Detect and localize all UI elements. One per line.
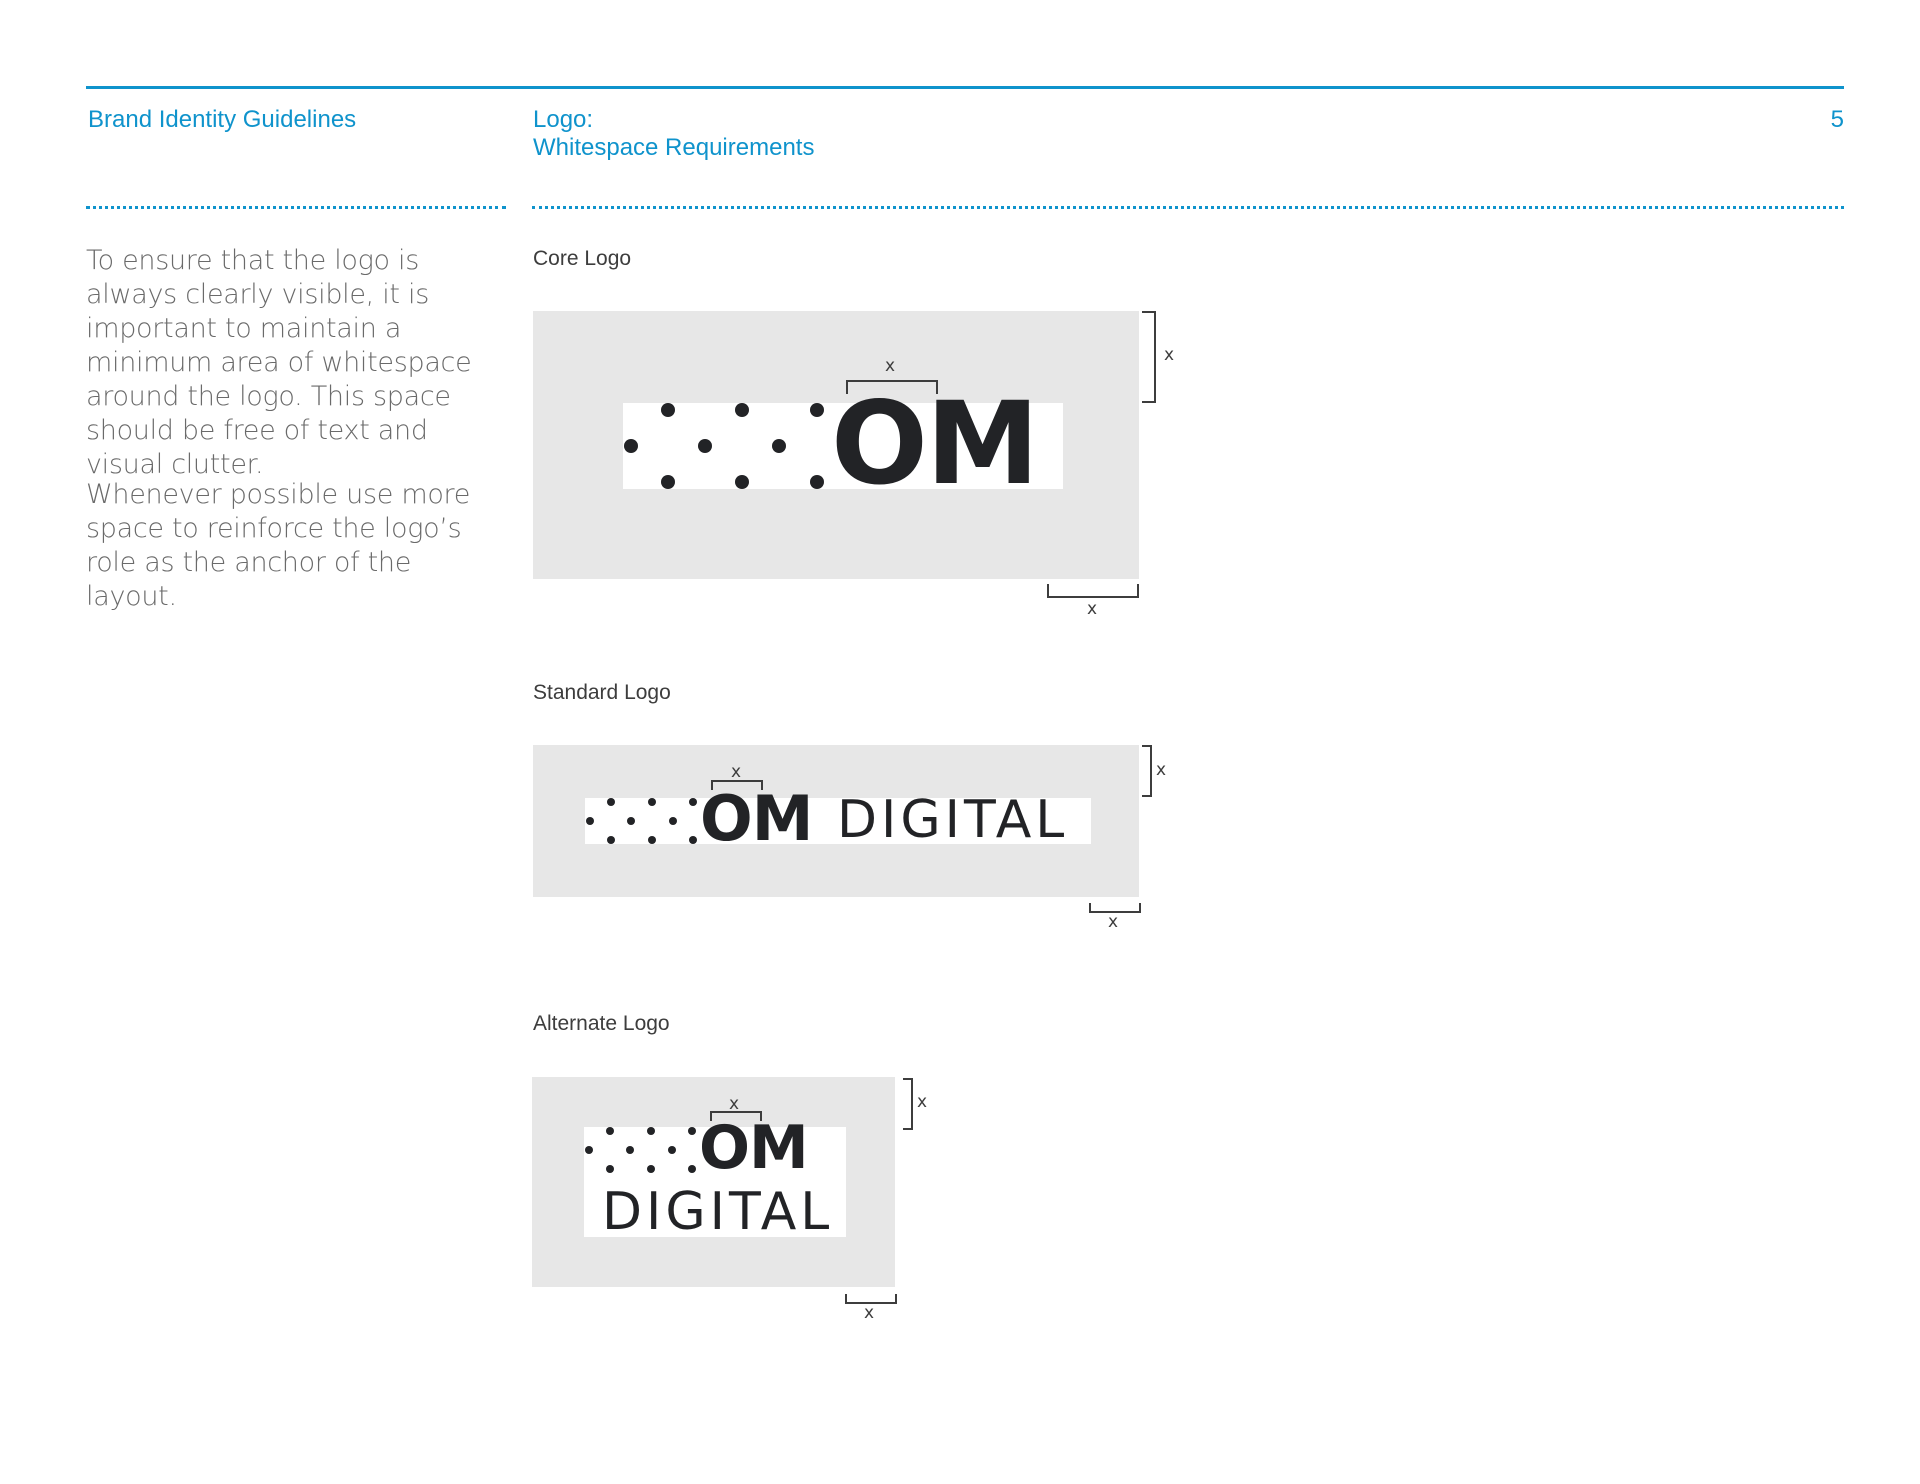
left-column-divider — [86, 206, 506, 209]
core-logo — [623, 377, 1063, 510]
standard-logo-dot — [689, 798, 697, 806]
standard-top-clearance-label: x — [1156, 760, 1167, 780]
alternate-logo-dot — [606, 1127, 614, 1135]
standard-mark-clearance-label: x — [731, 762, 742, 782]
core-bottom-clearance-bracket — [1047, 584, 1139, 598]
core-mark-clearance-label: x — [885, 356, 896, 376]
alternate-logo-label: Alternate Logo — [533, 1012, 670, 1035]
core-top-clearance-label: x — [1164, 345, 1175, 365]
alternate-top-clearance-bracket — [903, 1078, 913, 1130]
core-mark-clearance-bracket — [846, 380, 938, 394]
intro-paragraph-1: To ensure that the logo is always clearly visible, it is important to maintain a minimum area of whitespace around the logo. This space should be free of text and visual clutter. — [86, 245, 472, 480]
page-number: 5 — [1830, 106, 1844, 133]
standard-logo-label: Standard Logo — [533, 681, 671, 704]
alternate-logo-om: OM — [699, 1113, 808, 1183]
alternate-logo-dot — [647, 1165, 655, 1173]
core-logo-dot — [698, 439, 712, 453]
standard-logo-wordmark: DIGITAL — [837, 790, 1069, 850]
alternate-logo-dot — [688, 1127, 696, 1135]
alternate-logo-dot — [585, 1146, 593, 1154]
core-logo-label: Core Logo — [533, 247, 632, 270]
standard-logo-dot — [648, 836, 656, 844]
standard-logo-dot — [689, 836, 697, 844]
header-rule — [86, 86, 1844, 89]
section-title — [533, 106, 814, 162]
alternate-mark-clearance-label: x — [729, 1094, 740, 1114]
standard-logo-dot — [586, 817, 594, 825]
standard-bottom-clearance-label: x — [1108, 912, 1119, 932]
core-logo-dot — [624, 439, 638, 453]
section-title-line2: Whitespace Requirements — [533, 134, 815, 161]
standard-top-clearance-bracket — [1142, 745, 1152, 797]
alternate-logo-dot — [668, 1146, 676, 1154]
core-logo-dot — [810, 403, 824, 417]
core-top-clearance-bracket — [1142, 311, 1156, 403]
core-logo-dot — [735, 403, 749, 417]
standard-logo-panel — [533, 745, 1139, 897]
standard-logo-dot — [648, 798, 656, 806]
alternate-logo-dot — [647, 1127, 655, 1135]
document-title: Brand Identity Guidelines — [88, 106, 357, 133]
core-logo-panel — [533, 311, 1139, 579]
core-logo-dot — [772, 439, 786, 453]
standard-logo — [585, 782, 1091, 855]
core-logo-dot — [735, 475, 749, 489]
alternate-logo — [584, 1113, 846, 1242]
section-title-line1: Logo: — [533, 106, 594, 133]
alternate-logo-dot — [606, 1165, 614, 1173]
standard-logo-dot — [669, 817, 677, 825]
right-column-divider — [532, 206, 1844, 209]
standard-logo-dot — [607, 836, 615, 844]
alternate-logo-dot — [626, 1146, 634, 1154]
standard-logo-om: OM — [700, 782, 813, 855]
core-logo-dot — [661, 475, 675, 489]
alternate-logo-dot — [688, 1165, 696, 1173]
alternate-logo-wordmark: DIGITAL — [602, 1182, 834, 1242]
core-logo-dot — [810, 475, 824, 489]
standard-logo-dot — [607, 798, 615, 806]
alternate-bottom-clearance-label: x — [864, 1303, 875, 1323]
core-logo-om: OM — [831, 377, 1038, 510]
alternate-top-clearance-label: x — [917, 1092, 928, 1112]
standard-logo-dot — [627, 817, 635, 825]
core-bottom-clearance-label: x — [1087, 599, 1098, 619]
alternate-logo-panel — [532, 1077, 895, 1287]
core-logo-dot — [661, 403, 675, 417]
intro-paragraph-2: Whenever possible use more space to reinforce the logo’s role as the anchor of the layout. — [86, 479, 471, 612]
